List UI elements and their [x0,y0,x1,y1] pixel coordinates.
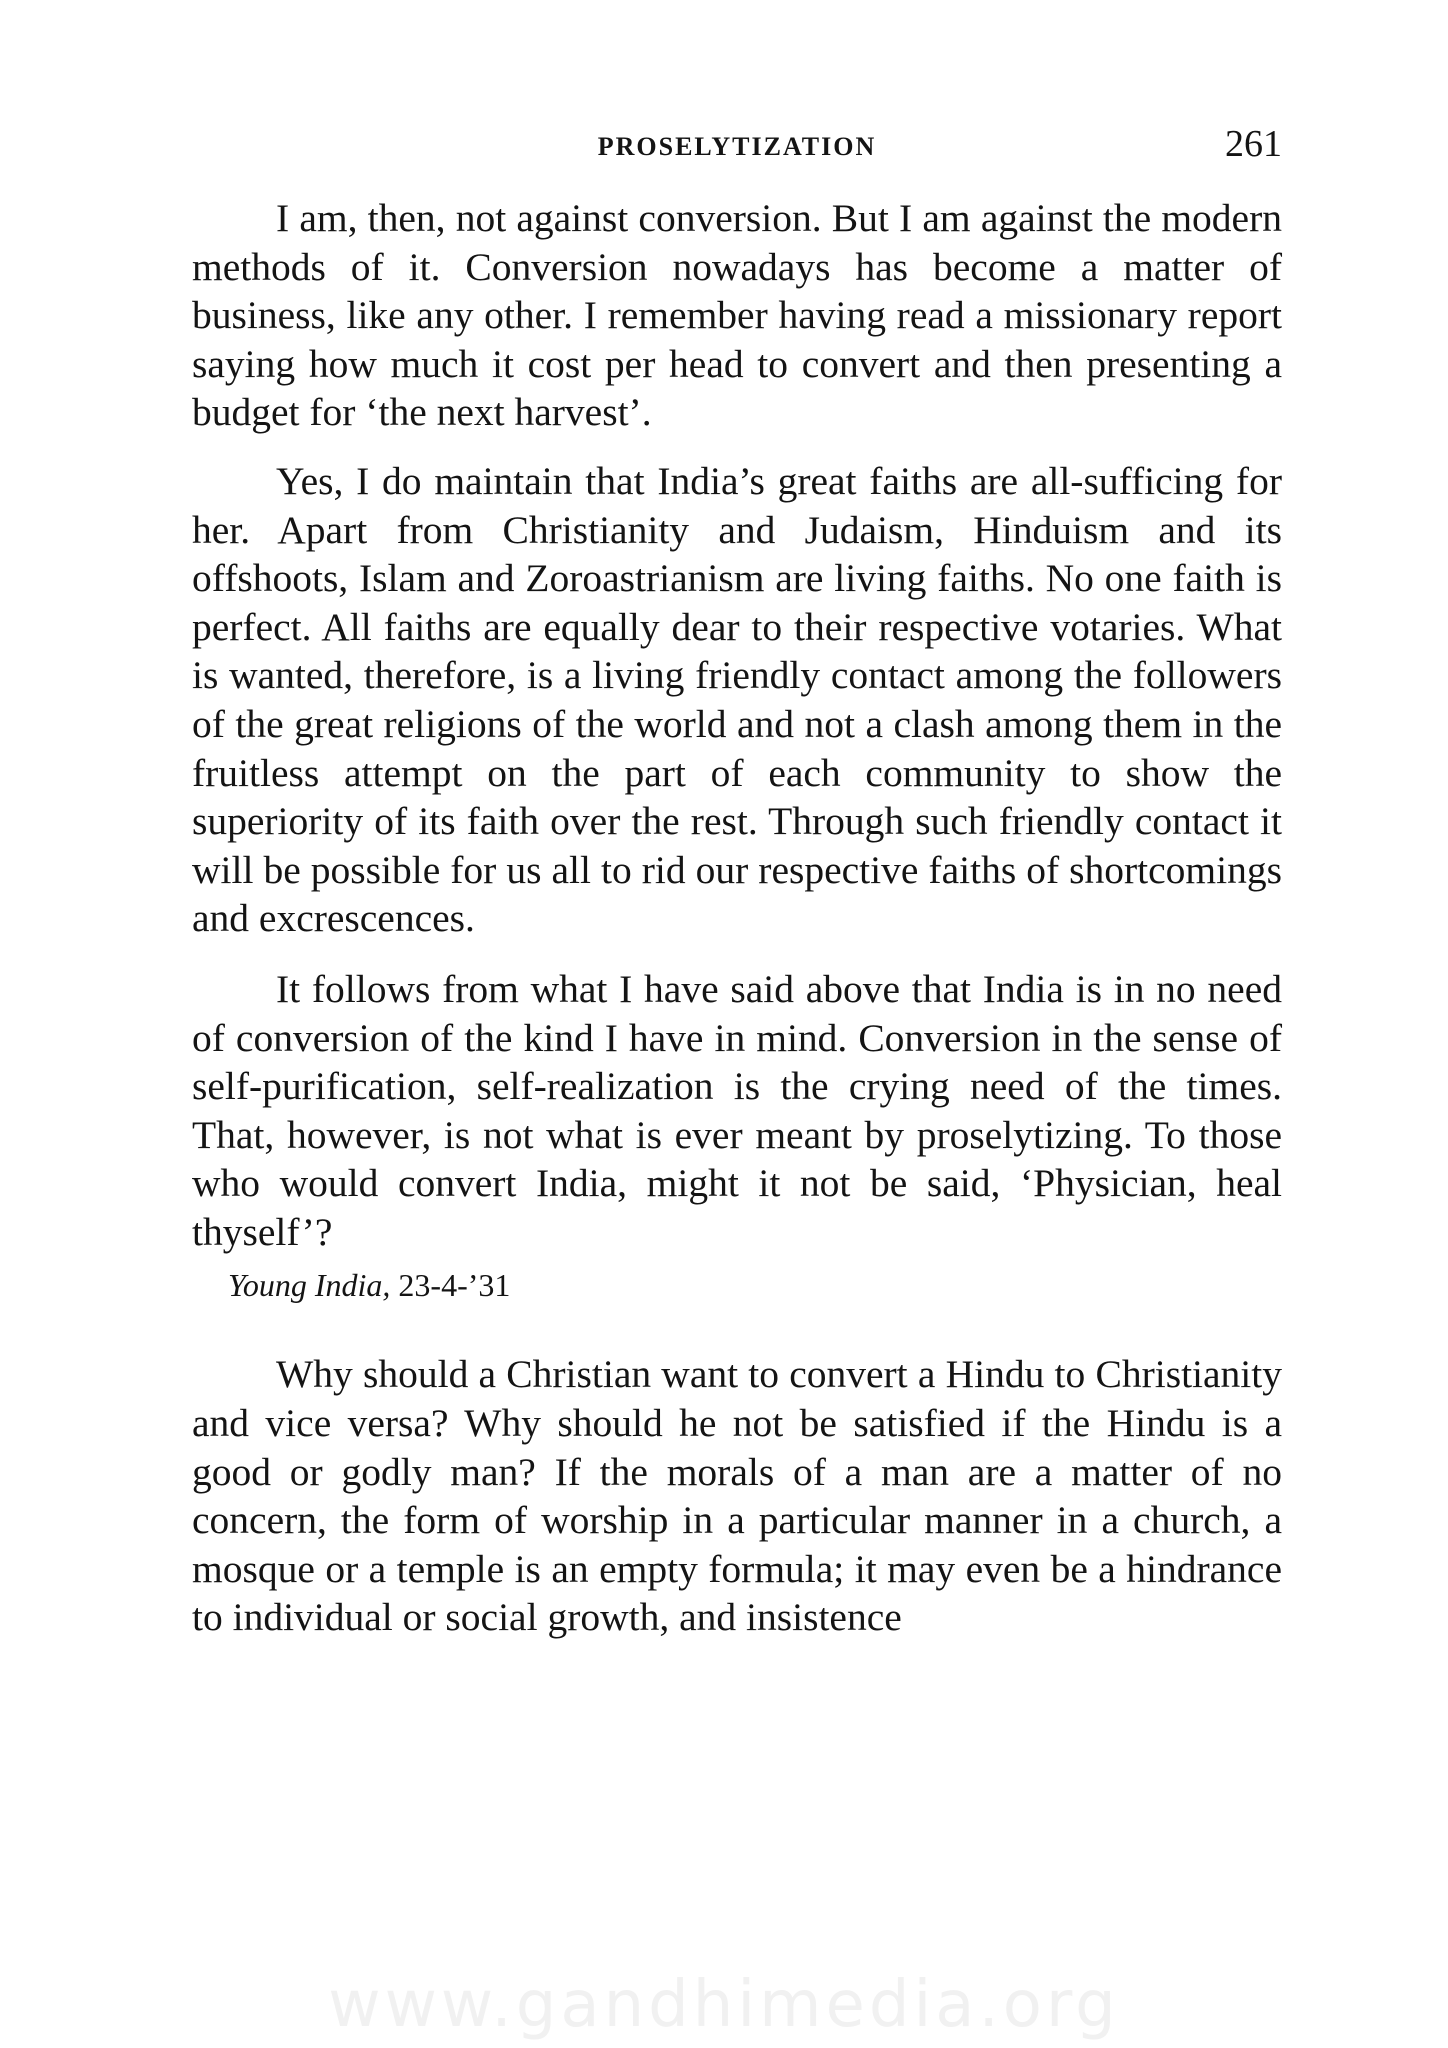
watermark: www.gandhimedia.org [328,1968,1120,2042]
paragraph: Yes, I do maintain that India’s great faiths are all-sufficing for her. Apart from Christianity and Judaism, Hinduism and its offshoots, Islam and Zoroastrianism are living faiths. No one faith is perfect. All faiths are equally dear to their respective votaries. What is wanted, therefore, is a living friendly contact among the followers of the great religions of the world and not a clash among them in the fruitless attempt on the part of each community to show the superiority of its faith over the rest. Through such friendly contact it will be possible for us all to rid our respective faiths of shortcomings and excrescences. [192,458,1282,941]
paragraph: Why should a Christian want to convert a Hindu to Christianity and vice versa? Why should he not be satisfied if the Hindu is a good or godly man? If the morals of a man are a matter of no concern, the form of worship in a particular manner in a church, a mosque or a temple is an empty formula; it may even be a hindrance to individual or social growth, and insistence [192,1352,1282,1640]
page-number: 261 [1225,123,1282,165]
running-head: PROSELYTIZATION [597,132,877,161]
paragraph: It follows from what I have said above that India is in no need of conversion of the kind I have in mind. Conversion in the sense of self-purification, self-realization is the crying need of the times. That, however, is not what is ever meant by proselytizing. To those who would convert India, might it not be said, ‘Physician, heal thyself’? [192,966,1282,1254]
citation [192,1260,1282,1310]
paragraph: I am, then, not against conversion. But I am against the modern methods of it. Conversion nowadays has become a matter of business, like any other. I remember having read a missionary report saying how much it cost per head to convert and then presenting a budget for ‘the next harvest’. [192,196,1282,435]
page-header [192,122,1282,170]
citation-source: Young India, [228,1267,391,1304]
citation-date: 23-4-’31 [398,1267,511,1304]
body-text [192,194,1282,1642]
